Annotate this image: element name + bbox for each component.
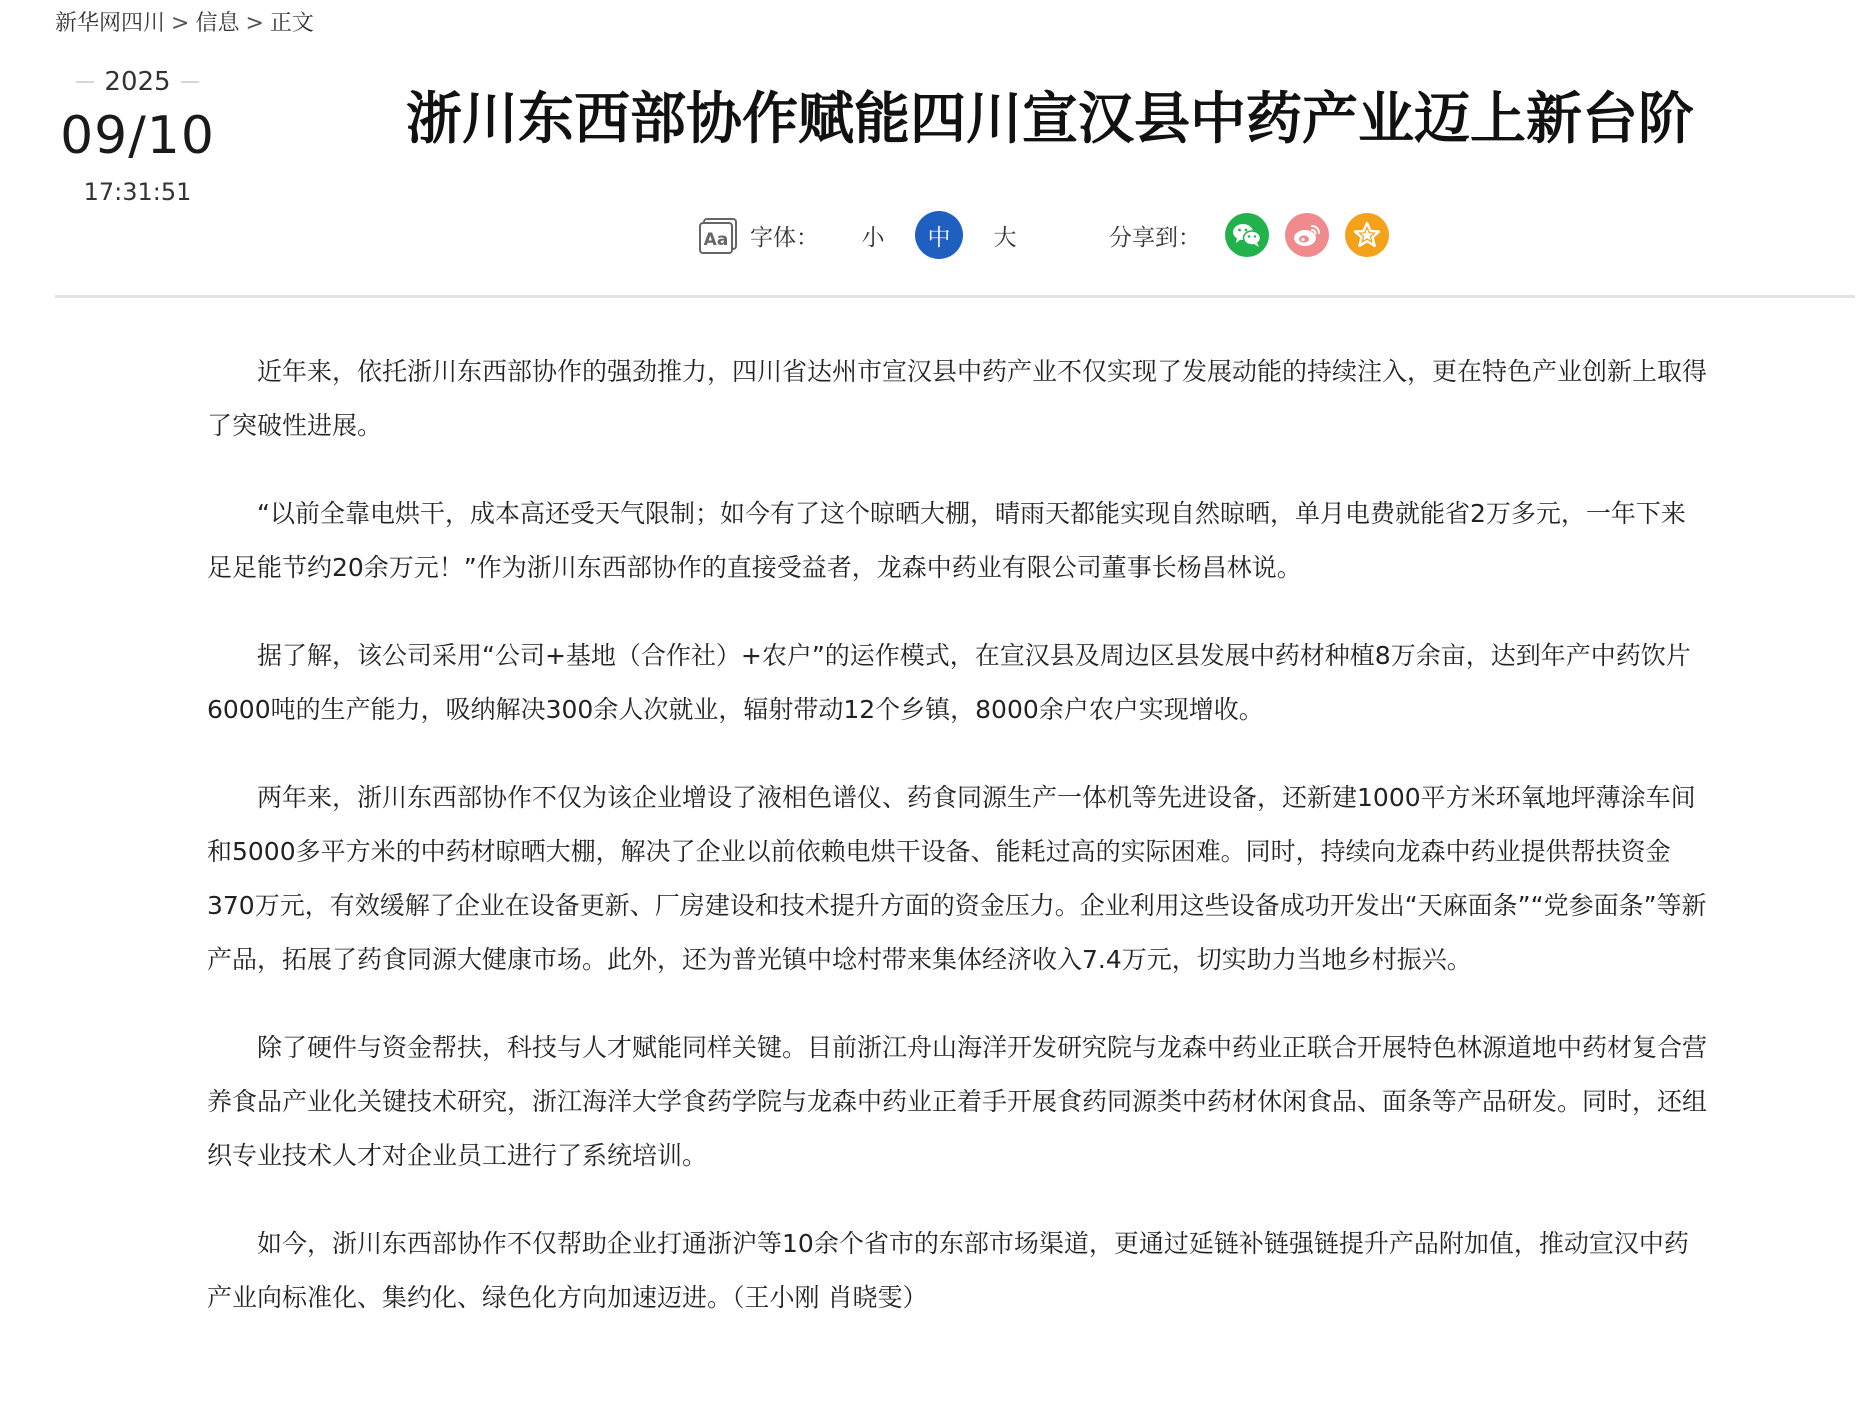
breadcrumb-current: 正文 bbox=[269, 11, 314, 36]
date-year-row bbox=[60, 66, 215, 98]
font-size-medium[interactable]: 中 bbox=[915, 211, 963, 259]
breadcrumb-separator: > bbox=[245, 11, 264, 36]
share-label: 分享到： bbox=[1109, 224, 1201, 251]
date-day: 09/10 bbox=[60, 106, 215, 166]
year-right-dash bbox=[181, 81, 199, 83]
article-paragraph: “以前全靠电烘干，成本高还受天气限制；如今有了这个晾晒大棚，晴雨天都能实现自然晾晒，单月电费就能省2万多元，一年下来足足能节约20余万元！”作为浙川东西部协作的直接受益者，龙森中药业有限公司董事长杨昌林说。 bbox=[207, 499, 1686, 582]
publish-date bbox=[60, 66, 215, 206]
article-paragraph: 据了解，该公司采用“公司+基地（合作社）+农户”的运作模式，在宣汉县及周边区县发展中药材种植8万余亩，达到年产中药饮片6000吨的生产能力，吸纳解决300余人次就业，辐射带动12个乡镇，8000余户农户实现增收。 bbox=[207, 641, 1691, 724]
font-size-label: 字体： bbox=[750, 224, 819, 251]
article-paragraph: 如今，浙川东西部协作不仅帮助企业打通浙沪等10余个省市的东部市场渠道，更通过延链补链强链提升产品附加值，推动宣汉中药产业向标准化、集约化、绿色化方向加速迈进。（王小刚 肖晓雯） bbox=[207, 1229, 1689, 1312]
font-size-large[interactable]: 大 bbox=[993, 224, 1017, 251]
font-size-small[interactable]: 小 bbox=[861, 224, 885, 251]
breadcrumb bbox=[55, 8, 314, 40]
weibo-icon bbox=[1292, 222, 1322, 248]
wechat-icon bbox=[1232, 222, 1262, 248]
date-year: 2025 bbox=[104, 67, 171, 97]
article-toolbar bbox=[698, 210, 1405, 260]
date-time: 17:31:51 bbox=[83, 178, 192, 206]
breadcrumb-link-info[interactable]: 信息 bbox=[195, 11, 240, 36]
share-favorite-button[interactable] bbox=[1345, 213, 1389, 257]
breadcrumb-separator: > bbox=[171, 11, 190, 36]
share-weibo-button[interactable] bbox=[1285, 213, 1329, 257]
header-divider bbox=[55, 295, 1855, 298]
article-body bbox=[207, 345, 1707, 1359]
share-wechat-button[interactable] bbox=[1225, 213, 1269, 257]
favorite-star-icon bbox=[1353, 221, 1381, 249]
article-paragraph: 两年来，浙川东西部协作不仅为该企业增设了液相色谱仪、药食同源生产一体机等先进设备，还新建1000平方米环氧地坪薄涂车间和5000多平方米的中药材晾晒大棚，解决了企业以前依赖电烘干设备、能耗过高的实际困难。同时，持续向龙森中药业提供帮扶资金370万元，有效缓解了企业在设备更新、厂房建设和技术提升方面的资金压力。企业利用这些设备成功开发出“天麻面条”“党参面条”等新产品，拓展了药食同源大健康市场。此外，还为普光镇中埝村带来集体经济收入7.4万元，切实助力当地乡村振兴。 bbox=[207, 783, 1707, 974]
article-paragraph: 近年来，依托浙川东西部协作的强劲推力，四川省达州市宣汉县中药产业不仅实现了发展动能的持续注入，更在特色产业创新上取得了突破性进展。 bbox=[207, 357, 1708, 440]
article-paragraph: 除了硬件与资金帮扶，科技与人才赋能同样关键。目前浙江舟山海洋开发研究院与龙森中药业正联合开展特色林源道地中药材复合营养食品产业化关键技术研究，浙江海洋大学食药学院与龙森中药业正着手开展食药同源类中药材休闲食品、面条等产品研发。同时，还组织专业技术人才对企业员工进行了系统培训。 bbox=[207, 1033, 1708, 1170]
font-size-icon bbox=[698, 215, 740, 255]
year-left-dash bbox=[76, 81, 94, 83]
svg-text:Aa: Aa bbox=[703, 230, 729, 250]
article-title: 浙川东西部协作赋能四川宣汉县中药产业迈上新台阶 bbox=[406, 87, 1694, 152]
breadcrumb-link-home[interactable]: 新华网四川 bbox=[55, 11, 166, 36]
